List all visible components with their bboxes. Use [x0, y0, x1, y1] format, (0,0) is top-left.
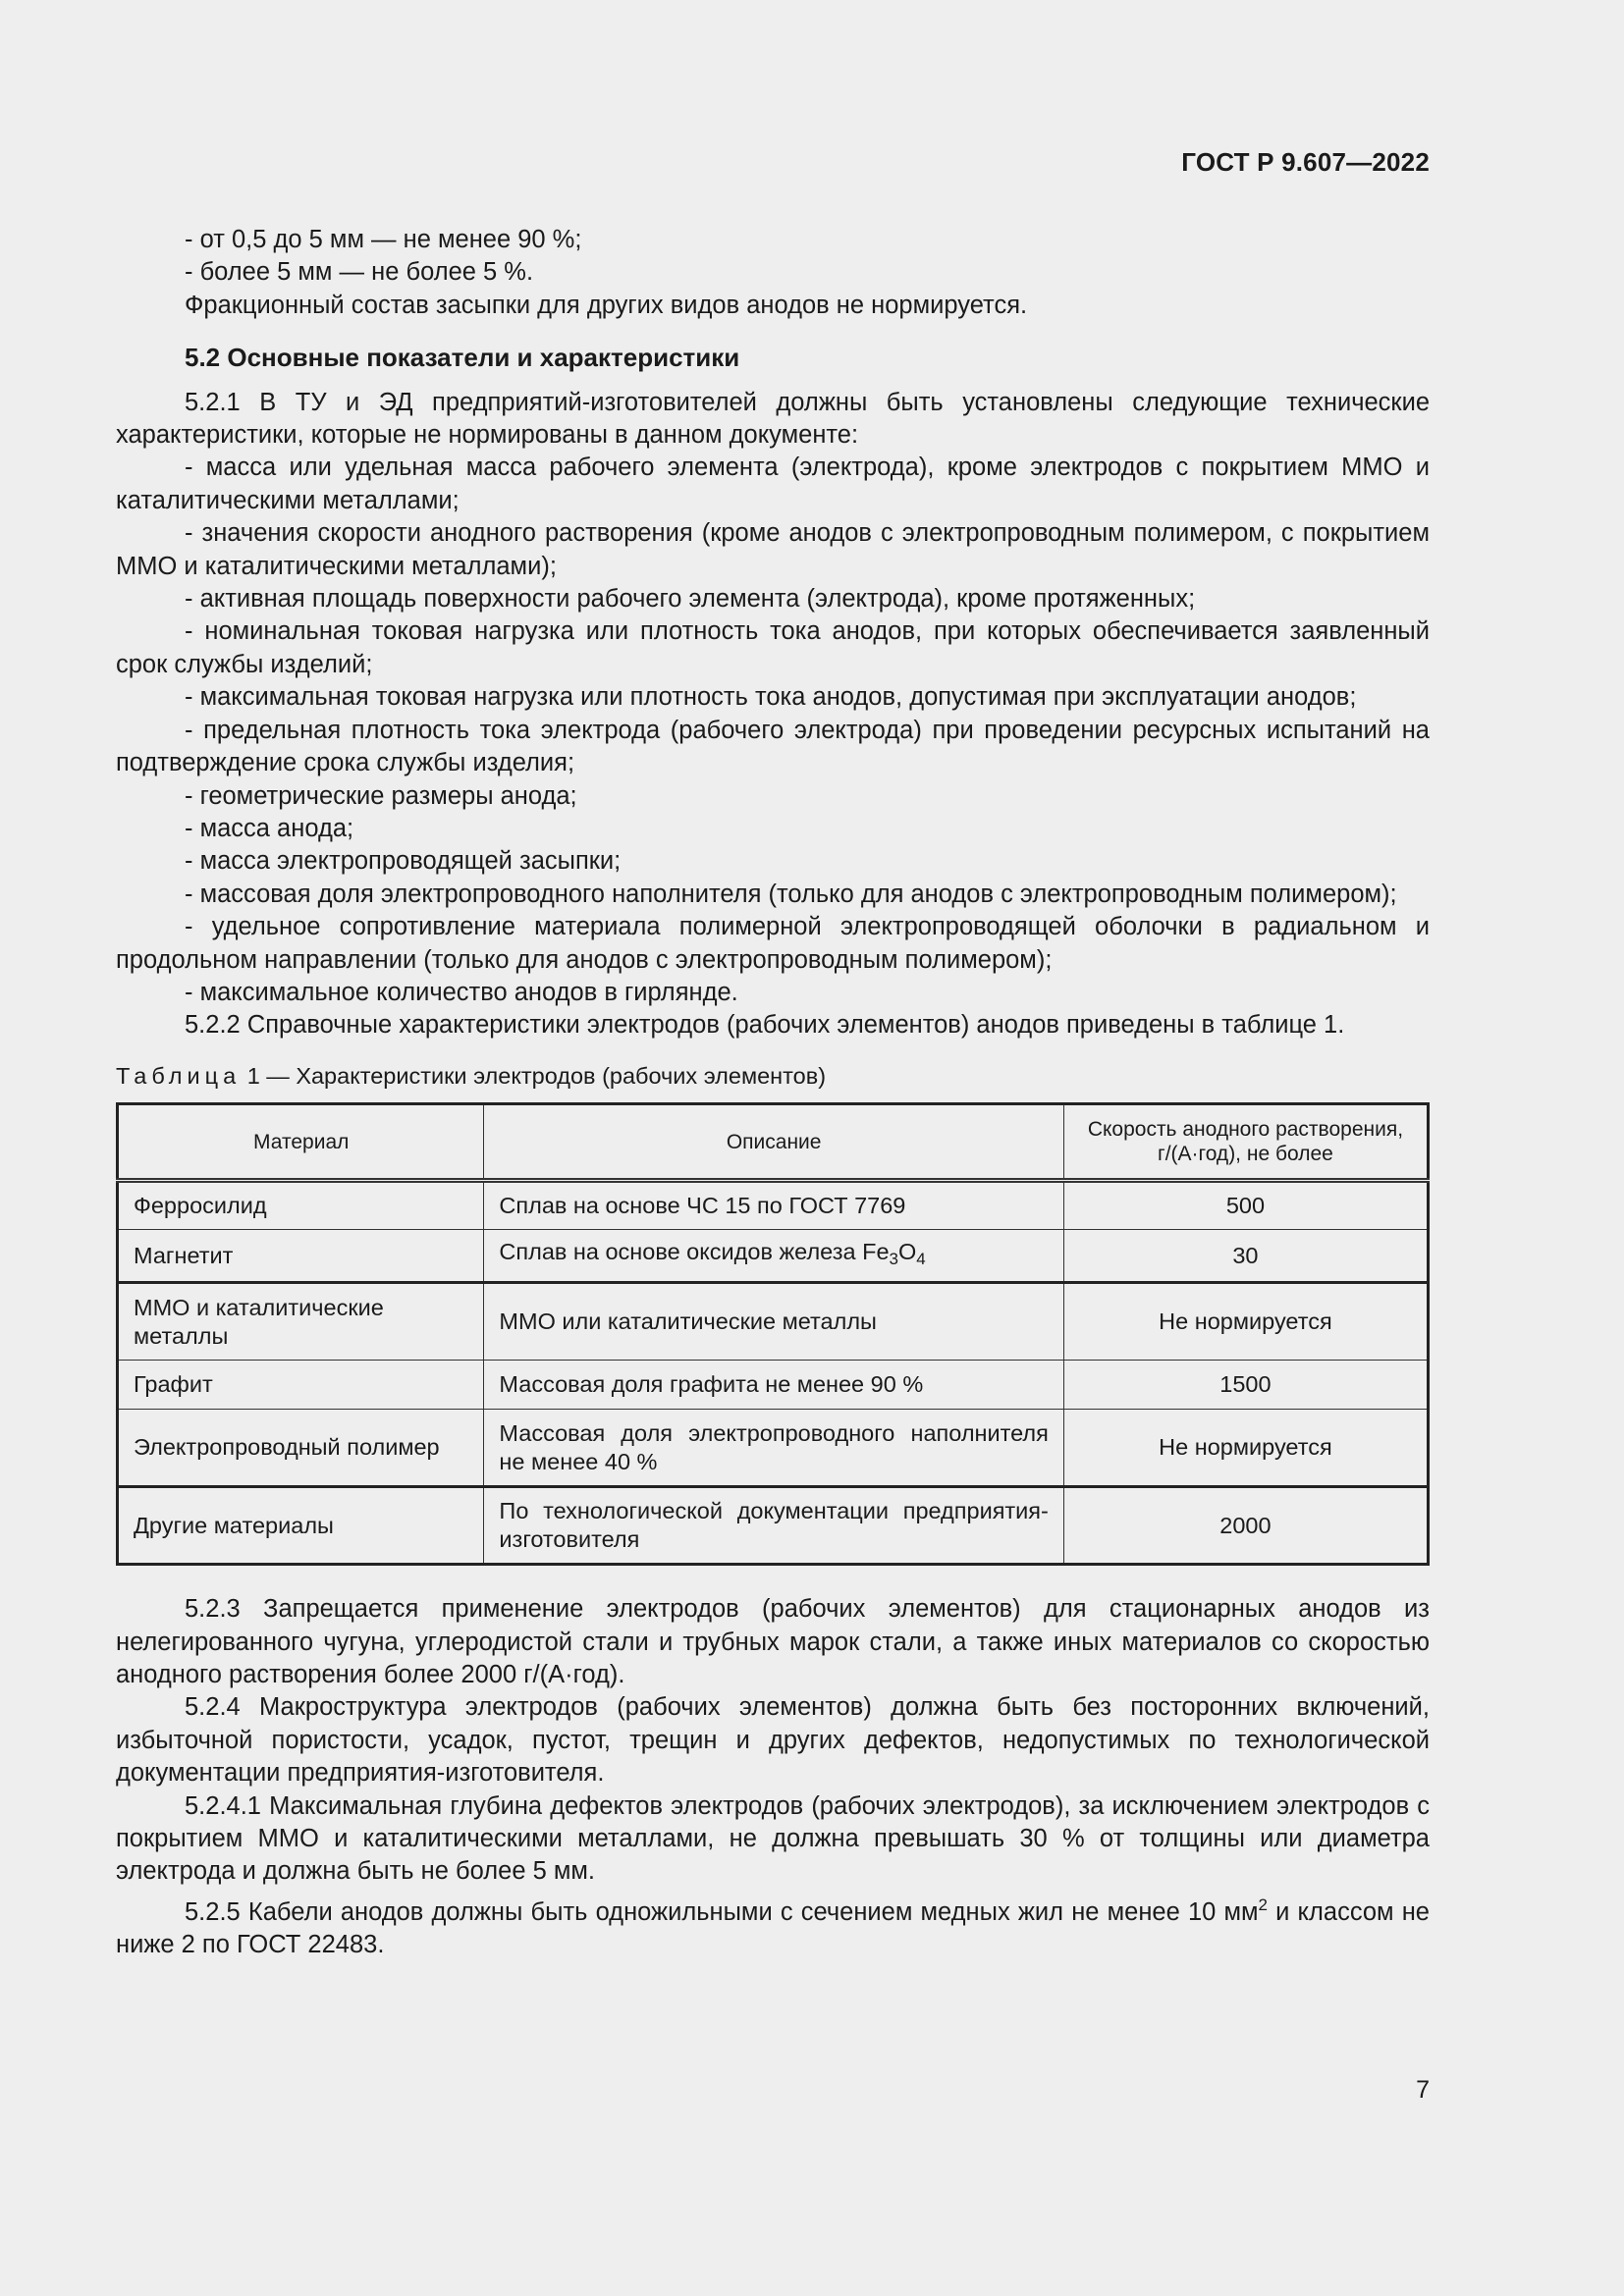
- cell-material: Ферросилид: [118, 1181, 484, 1230]
- paragraph-5-2-3: 5.2.3 Запрещается применение электродов (рабочих элементов) для стационарных анодов из нелегированного чугуна, углеродистой стали и трубных марок стали, а также иных материалов со скоростью анодного растворения более 2000 г/(А·год).: [116, 1595, 1430, 1688]
- section-title: 5.2 Основные показатели и характеристики: [185, 343, 740, 373]
- header-description: Описание: [484, 1104, 1063, 1181]
- list-item: - масса или удельная масса рабочего элемента (электрода), кроме электродов с покрытием ММО и каталитическими металлами;: [116, 454, 1430, 514]
- table-row: [118, 1230, 1429, 1283]
- list-item: - масса электропроводящей засыпки;: [185, 847, 622, 876]
- paragraph-text: 5.2.5 Кабели анодов должны быть одножильными с сечением медных жил не менее 10 мм: [185, 1897, 1259, 1926]
- cell-rate: 30: [1063, 1230, 1428, 1283]
- table-row: [118, 1410, 1429, 1487]
- list-item: - номинальная токовая нагрузка или плотность тока анодов, при которых обеспечивается заявленный срок службы изделий;: [116, 617, 1430, 678]
- table-caption-text: 1 — Характеристики электродов (рабочих элементов): [246, 1062, 827, 1089]
- page-number: 7: [1416, 2076, 1430, 2104]
- cell-material: Магнетит: [118, 1230, 484, 1283]
- cell-description: Массовая доля графита не менее 90 %: [484, 1361, 1063, 1410]
- table-row: [118, 1361, 1429, 1410]
- paragraph-5-2-2: 5.2.2 Справочные характеристики электродов (рабочих элементов) анодов приведены в таблице 1.: [185, 1011, 1345, 1040]
- list-item: - геометрические размеры анода;: [185, 781, 577, 810]
- table-row: [118, 1181, 1429, 1230]
- header-material: Материал: [118, 1104, 484, 1181]
- cell-description: Сплав на основе ЧС 15 по ГОСТ 7769: [484, 1181, 1063, 1230]
- electrodes-table: [116, 1102, 1430, 1566]
- intro-item-1: - от 0,5 до 5 мм — не менее 90 %;: [185, 226, 582, 253]
- cell-rate: 1500: [1063, 1361, 1428, 1410]
- cell-material: Другие материалы: [118, 1487, 484, 1565]
- table-caption: [116, 1060, 1430, 1093]
- paragraph-5-2-4-1: 5.2.4.1 Максимальная глубина дефектов электродов (рабочих электродов), за исключением электродов с покрытием ММО и каталитическими металлами, не должна превышать 30 % от толщины или диаметра электрода и должна быть не более 5 мм.: [116, 1791, 1430, 1886]
- cell-material: ММО и каталитические металлы: [118, 1283, 484, 1361]
- paragraph-5-2-1: 5.2.1 В ТУ и ЭД предприятий-изготовителей должны быть установлены следующие технические характеристики, которые не нормированы в данном документе:: [116, 388, 1430, 450]
- paragraph-5-2-5: [116, 1889, 1430, 1962]
- paragraph-5-2-4: 5.2.4 Макроструктура электродов (рабочих элементов) должна быть без посторонних включений, избыточной пористости, усадок, пустот, трещин и других дефектов, недопустимых по технологической документации предприятия-изготовителя.: [116, 1693, 1430, 1788]
- document-code: ГОСТ Р 9.607—2022: [1181, 147, 1430, 177]
- formula-text: O: [898, 1239, 917, 1265]
- table-row: [118, 1283, 1429, 1361]
- list-item: - максимальная токовая нагрузка или плотность тока анодов, допустимая при эксплуатации анодов;: [185, 683, 1357, 712]
- cell-rate: Не нормируется: [1063, 1283, 1428, 1361]
- formula-text: Сплав на основе оксидов железа Fe: [499, 1239, 890, 1265]
- cell-rate: Не нормируется: [1063, 1410, 1428, 1487]
- cell-rate: 500: [1063, 1181, 1428, 1230]
- list-item: - удельное сопротивление материала полимерной электропроводящей оболочки в радиальном и продольном направлении (только для анодов с электропроводным полимером);: [116, 913, 1430, 974]
- table-caption-label: Таблица: [116, 1062, 242, 1089]
- formula-subscript: 3: [889, 1250, 899, 1269]
- paragraph-text: и классом не ниже 2 по ГОСТ 22483.: [116, 1897, 1430, 1959]
- intro-paragraph: Фракционный состав засыпки для других видов анодов не нормируется.: [185, 291, 1028, 319]
- cell-description: ММО или каталитические металлы: [484, 1283, 1063, 1361]
- cell-rate: 2000: [1063, 1487, 1428, 1565]
- table-header-row: [118, 1104, 1429, 1181]
- list-item: - значения скорости анодного растворения (кроме анодов с электропроводным полимером, с покрытием ММО и каталитическими металлами);: [116, 519, 1430, 580]
- intro-item-2: - более 5 мм — не более 5 %.: [185, 258, 534, 287]
- formula-subscript: 4: [916, 1250, 926, 1269]
- unit-superscript: 2: [1258, 1895, 1268, 1914]
- cell-material: Графит: [118, 1361, 484, 1410]
- header-rate: Скорость анодного растворения, г/(А·год), не более: [1063, 1104, 1428, 1181]
- table-row: [118, 1487, 1429, 1565]
- list-item: - масса анода;: [185, 814, 354, 842]
- cell-material: Электропроводный полимер: [118, 1410, 484, 1487]
- cell-description: [484, 1230, 1063, 1283]
- list-item: - массовая доля электропроводного наполнителя (только для анодов с электропроводным полимером);: [185, 880, 1397, 908]
- cell-description: По технологической документации предприятия-изготовителя: [484, 1487, 1063, 1565]
- list-item: - предельная плотность тока электрода (рабочего электрода) при проведении ресурсных испытаний на подтверждение срока службы изделия;: [116, 716, 1430, 777]
- list-item: - активная площадь поверхности рабочего элемента (электрода), кроме протяженных;: [185, 585, 1196, 614]
- cell-description: Массовая доля электропроводного наполнителя не менее 40 %: [484, 1410, 1063, 1487]
- page-content: [116, 224, 1430, 1962]
- list-item: - максимальное количество анодов в гирлянде.: [185, 978, 738, 1006]
